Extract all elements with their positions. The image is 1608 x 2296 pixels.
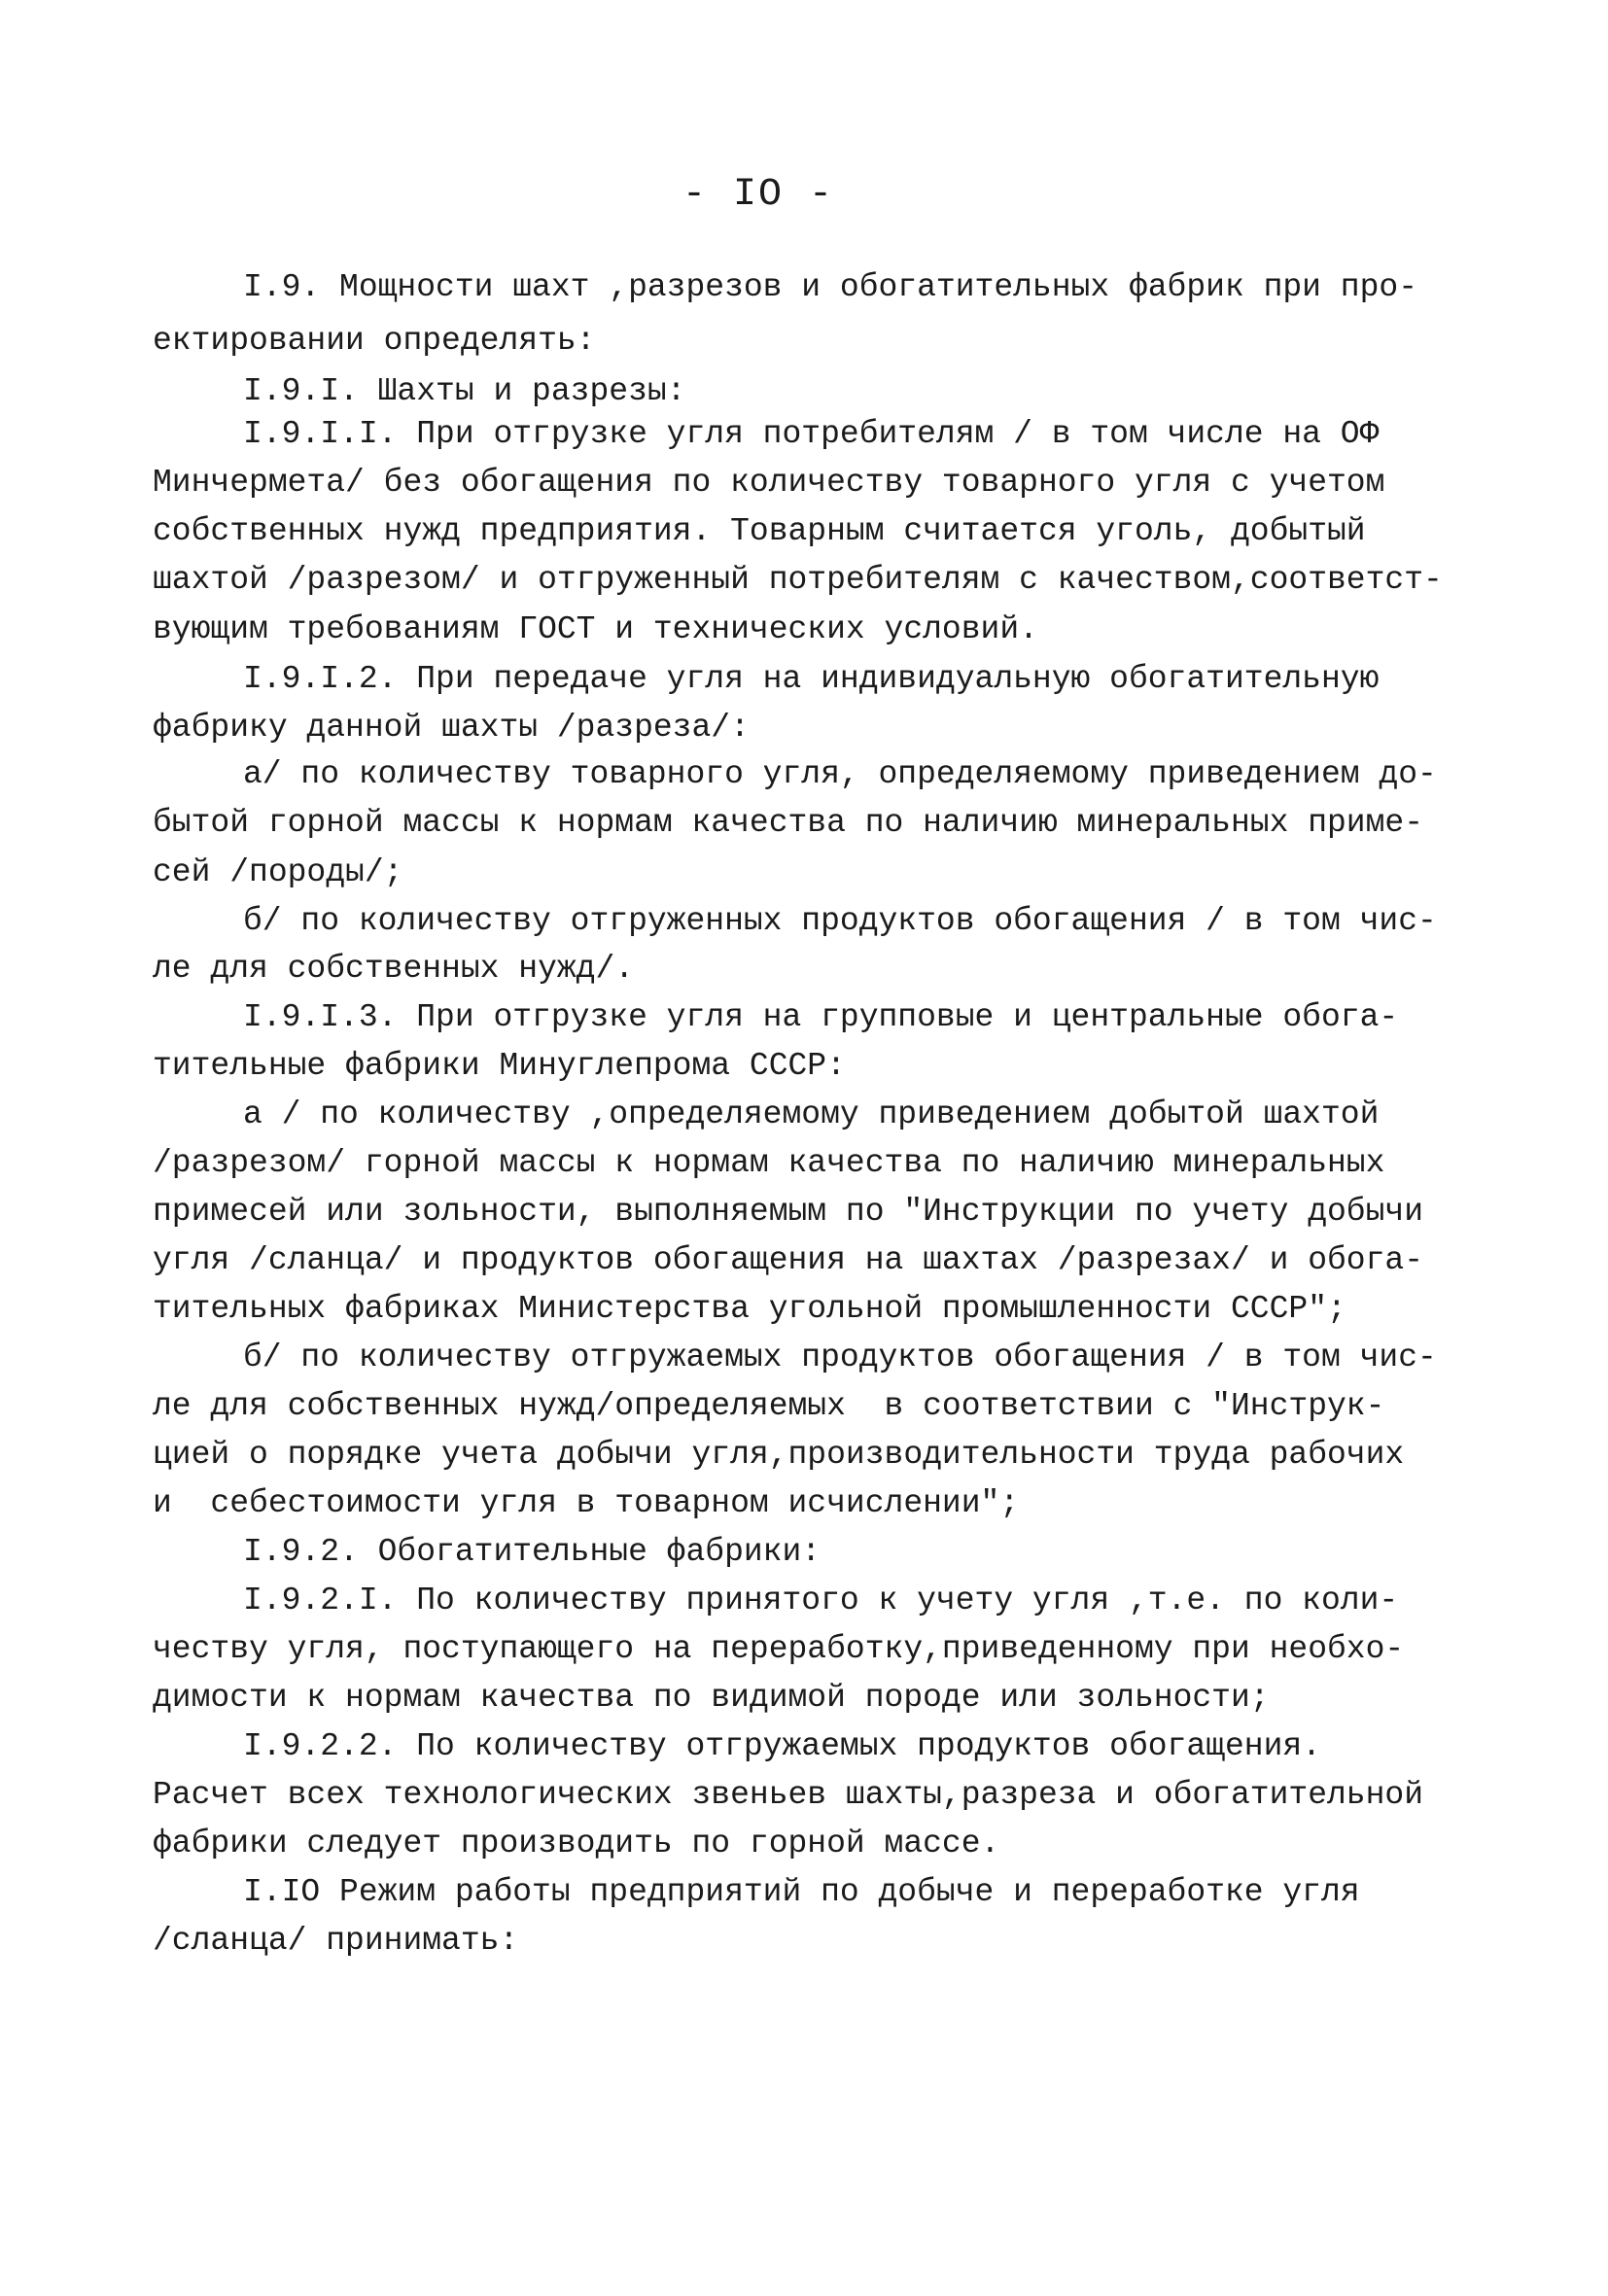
page-number: - IO - <box>682 173 835 217</box>
text-line: Минчермета/ без обогащения по количеству товарного угля с учетом <box>153 465 1385 501</box>
text-line: вующим требованиям ГОСТ и технических условий. <box>153 611 1038 647</box>
text-line: I.9.I.I. При отгрузке угля потребителям / в том числе на ОФ <box>243 416 1380 452</box>
text-line: шахтой /разрезом/ и отгруженный потребителям с качеством,соответст- <box>153 562 1443 598</box>
text-line: I.9.2. Обогатительные фабрики: <box>243 1534 821 1570</box>
text-line: ле для собственных нужд/определяемых в соответствии с "Инструк- <box>153 1388 1385 1424</box>
text-line: Расчет всех технологических звеньев шахты,разреза и обогатительной <box>153 1777 1424 1813</box>
text-line: I.9.2.2. По количеству отгружаемых продуктов обогащения. <box>243 1728 1321 1764</box>
text-line: I.9.I.3. При отгрузке угля на групповые и центральные обога- <box>243 999 1399 1035</box>
text-line: ле для собственных нужд/. <box>153 951 635 987</box>
text-line: цией о порядке учета добычи угля,производительности труда рабочих <box>153 1437 1405 1473</box>
text-line: примесей или зольности, выполняемым по "Инструкции по учету добычи <box>153 1194 1424 1230</box>
text-line: бытой горной массы к нормам качества по наличию минеральных приме- <box>153 805 1424 841</box>
text-line: а / по количеству ,определяемому приведением добытой шахтой <box>243 1096 1380 1132</box>
text-line: тительные фабрики Минуглепрома СССР: <box>153 1048 846 1084</box>
text-line: а/ по количеству товарного угля, определяемому приведением до- <box>243 756 1437 792</box>
text-line: ектировании определять: <box>153 323 596 359</box>
text-line: б/ по количеству отгружаемых продуктов обогащения / в том чис- <box>243 1339 1437 1375</box>
text-line: I.9.2.I. По количеству принятого к учету угля ,т.е. по коли- <box>243 1583 1399 1618</box>
text-line: и себестоимости угля в товарном исчислении"; <box>153 1485 1020 1521</box>
text-line: честву угля, поступающего на переработку,приведенному при необхо- <box>153 1631 1405 1667</box>
text-line: /разрезом/ горной массы к нормам качества по наличию минеральных <box>153 1145 1385 1181</box>
text-line: I.9.I.2. При передаче угля на индивидуальную обогатительную <box>243 661 1380 697</box>
text-line: димости к нормам качества по видимой породе или зольности; <box>153 1680 1270 1716</box>
text-line: б/ по количеству отгруженных продуктов обогащения / в том чис- <box>243 903 1437 939</box>
text-line: собственных нужд предприятия. Товарным считается уголь, добытый <box>153 513 1366 549</box>
text-line: I.IO Режим работы предприятий по добыче и переработке угля <box>243 1874 1360 1910</box>
text-line: I.9. Мощности шахт ,разрезов и обогатительных фабрик при про- <box>243 269 1417 305</box>
text-line: угля /сланца/ и продуктов обогащения на шахтах /разрезах/ и обога- <box>153 1242 1424 1278</box>
text-line: фабрику данной шахты /разреза/: <box>153 710 750 746</box>
text-line: тительных фабриках Министерства угольной промышленности СССР"; <box>153 1291 1346 1327</box>
text-line: сей /породы/; <box>153 854 403 890</box>
text-line: /сланца/ принимать: <box>153 1923 519 1959</box>
text-line: фабрики следует производить по горной массе. <box>153 1826 1000 1861</box>
text-line: I.9.I. Шахты и разрезы: <box>243 373 686 409</box>
